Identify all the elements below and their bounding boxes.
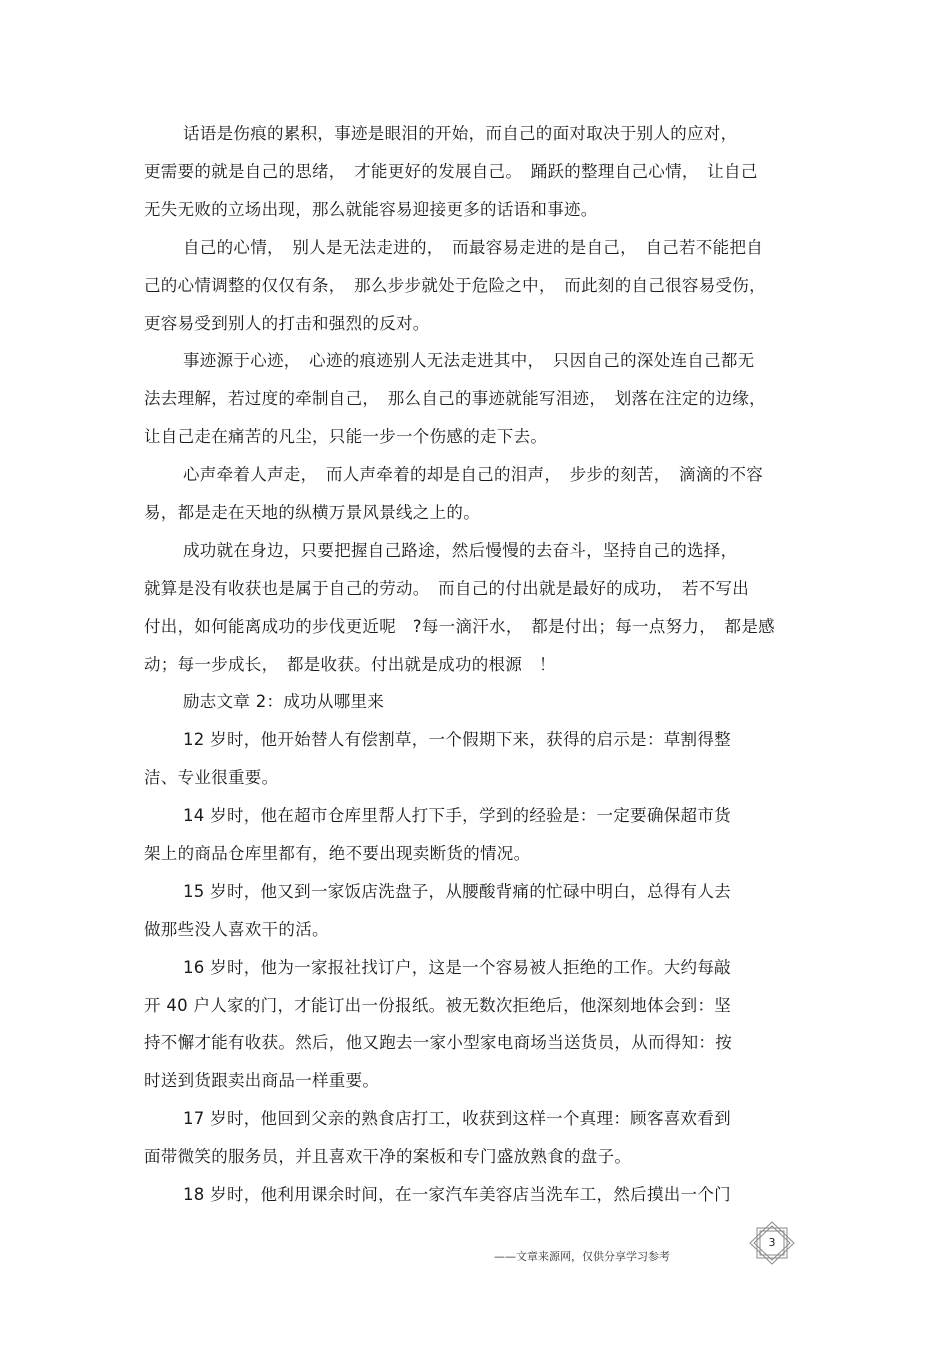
- text-line: 成功就在身边，只要把握自己路途，然后慢慢的去奋斗，坚持自己的选择，: [183, 541, 738, 560]
- text-line: 己的心情调整的仅仅有条， 那么步步就处于危险之中， 而此刻的自己很容易受伤，: [144, 276, 766, 295]
- text-line: 开 40 户人家的门，才能订出一份报纸。被无数次拒绝后，他深刻地体会到：坚: [144, 996, 732, 1015]
- text-line: 做那些没人喜欢干的活。: [144, 920, 329, 939]
- text-line: 自己的心情， 别人是无法走进的， 而最容易走进的是自己， 自己若不能把自: [183, 238, 764, 257]
- text-line: 17 岁时，他回到父亲的熟食店打工，收获到这样一个真理：顾客喜欢看到: [183, 1109, 731, 1128]
- text-line: 易，都是走在天地的纵横万景风景线之上的。: [144, 503, 480, 522]
- text-line: 话语是伤痕的累积，事迹是眼泪的开始，而自己的面对取决于别人的应对，: [183, 124, 738, 143]
- text-line: 法去理解，若过度的牵制自己， 那么自己的事迹就能写泪迹， 划落在注定的边缘，: [144, 389, 766, 408]
- text-line: 洁、专业很重要。: [144, 768, 279, 787]
- text-line: 无失无败的立场出现，那么就能容易迎接更多的话语和事迹。: [144, 200, 598, 219]
- text-line: 持不懈才能有收获。然后，他又跑去一家小型家电商场当送货员，从而得知：按: [144, 1033, 732, 1052]
- page-number-badge: [748, 1220, 796, 1266]
- text-line: 架上的商品仓库里都有，绝不要出现卖断货的情况。: [144, 844, 531, 863]
- footer-source-note: ——文章来源网，仅供分享学习参考: [494, 1250, 670, 1263]
- page-number: 3: [768, 1236, 776, 1249]
- text-line: 动；每一步成长， 都是收获。付出就是成功的根源 ！: [144, 655, 556, 674]
- text-line: 15 岁时，他又到一家饭店洗盘子，从腰酸背痛的忙碌中明白，总得有人去: [183, 882, 731, 901]
- text-line: 更容易受到别人的打击和强烈的反对。: [144, 314, 430, 333]
- text-line: 事迹源于心迹， 心迹的痕迹别人无法走进其中， 只因自己的深处连自己都无: [183, 351, 755, 370]
- section-heading: 励志文章 2：成功从哪里来: [183, 692, 385, 711]
- text-line: 让自己走在痛苦的凡尘，只能一步一个伤感的走下去。: [144, 427, 548, 446]
- text-line: 面带微笑的服务员，并且喜欢干净的案板和专门盛放熟食的盘子。: [144, 1147, 632, 1166]
- text-line: 就算是没有收获也是属于自己的劳动。 而自己的付出就是最好的成功， 若不写出: [144, 579, 750, 598]
- text-line: 时送到货跟卖出商品一样重要。: [144, 1071, 380, 1090]
- text-line: 更需要的就是自己的思绪， 才能更好的发展自己。 踊跃的整理自己心情， 让自己: [144, 162, 758, 181]
- text-line: 12 岁时，他开始替人有偿割草，一个假期下来，获得的启示是：草割得整: [183, 730, 731, 749]
- text-line: 18 岁时，他利用课余时间，在一家汽车美容店当洗车工，然后摸出一个门: [183, 1185, 731, 1204]
- text-line: 付出，如何能离成功的步伐更近呢 ?每一滴汗水， 都是付出；每一点努力， 都是感: [144, 617, 775, 636]
- text-line: 14 岁时，他在超市仓库里帮人打下手，学到的经验是：一定要确保超市货: [183, 806, 731, 825]
- text-line: 16 岁时，他为一家报社找订户，这是一个容易被人拒绝的工作。大约每敲: [183, 958, 731, 977]
- text-line: 心声牵着人声走， 而人声牵着的却是自己的泪声， 步步的刻苦， 滴滴的不容: [183, 465, 764, 484]
